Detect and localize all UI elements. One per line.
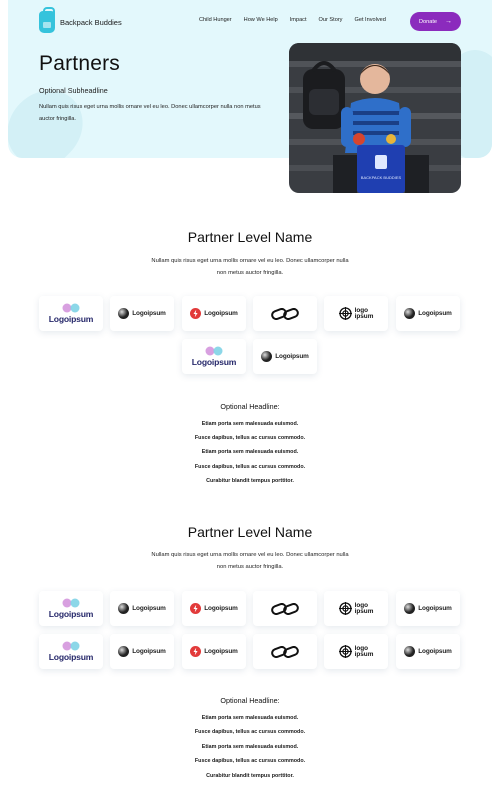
logo-wordmark: Logoipsum: [48, 609, 94, 619]
partner-logo-card[interactable]: [253, 591, 317, 626]
partner-logo-card[interactable]: [253, 339, 317, 374]
arrow-right-icon: →: [445, 18, 453, 25]
nav-our-story[interactable]: Our Story: [318, 17, 343, 23]
hero-photo: [289, 43, 461, 193]
logo-wordmark: Logoipsum: [132, 648, 166, 655]
logo-wordmark: Logoipsum: [132, 310, 166, 317]
chain-link-logo-icon: [271, 603, 299, 615]
logo-wordmark: Logoipsum: [418, 648, 452, 655]
partner-logo-card[interactable]: [182, 296, 246, 331]
benefit-line: Curabitur blandit tempus porttitor.: [206, 773, 294, 779]
logo-wordmark: Logoipsum: [204, 648, 238, 655]
partner-logo-card[interactable]: [324, 634, 388, 669]
logo-wordmark-bottom: ipsum: [354, 650, 374, 658]
partner-level-title: Partner Level Name: [187, 524, 313, 540]
brand-name: Backpack Buddies: [60, 17, 122, 27]
logoipsum-circles-icon: [60, 641, 82, 651]
partner-logo-card[interactable]: [253, 634, 317, 669]
partner-logo-card[interactable]: [182, 339, 246, 374]
logo-wordmark-top: logo: [354, 644, 369, 652]
benefit-line: Etiam porta sem malesuada euismod.: [201, 744, 299, 750]
sphere-logo-icon: [404, 646, 415, 657]
sphere-logo-icon: [404, 308, 415, 319]
partner-level-description: Nullam quis risus eget urna mollis ornare vel eu leo. Donec ullamcorper nulla non metus auctor fringilla.: [151, 552, 349, 570]
sphere-logo-icon: [118, 646, 129, 657]
lightning-logo-icon: [190, 646, 201, 657]
logo-wordmark: Logoipsum: [48, 652, 94, 662]
nav-child-hunger[interactable]: Child Hunger: [199, 17, 232, 23]
page-intro: Nullam quis risus eget urna mollis ornare vel eu leo. Donec ullamcorper nulla non metus auctor fringilla.: [39, 104, 261, 122]
benefit-line: Fusce dapibus, tellus ac cursus commodo.: [194, 435, 306, 441]
nav-get-involved[interactable]: Get Involved: [354, 17, 386, 23]
benefit-line: Etiam porta sem malesuada euismod.: [201, 421, 299, 427]
student-with-backpack-photo: [289, 43, 461, 193]
partner-logo-card[interactable]: [396, 591, 460, 626]
partner-logo-card[interactable]: [39, 296, 103, 331]
logo-wordmark: Logoipsum: [418, 605, 452, 612]
benefit-line: Etiam porta sem malesuada euismod.: [201, 449, 299, 455]
partner-logo-card[interactable]: [39, 591, 103, 626]
sphere-logo-icon: [118, 603, 129, 614]
logo-wordmark-top: logo: [354, 601, 369, 609]
logoipsum-circles-icon: [60, 598, 82, 608]
main-nav: [199, 17, 386, 23]
partner-logo-card[interactable]: [253, 296, 317, 331]
backpack-icon: [39, 11, 55, 33]
logoipsum-circles-icon: [203, 346, 225, 356]
nav-impact[interactable]: Impact: [289, 17, 307, 23]
target-logo-icon: [339, 645, 352, 658]
partner-level-title: Partner Level Name: [187, 229, 313, 245]
logo-wordmark-bottom: ipsum: [354, 607, 374, 615]
logo-wordmark: Logoipsum: [48, 314, 94, 324]
logo-wordmark-bottom: ipsum: [354, 312, 374, 320]
logoipsum-circles-icon: [60, 303, 82, 313]
target-logo-icon: [339, 307, 352, 320]
partner-logo-card[interactable]: [396, 634, 460, 669]
lightning-logo-icon: [190, 308, 201, 319]
sphere-logo-icon: [261, 351, 272, 362]
bag-text: BACKPACK BUDDIES: [360, 175, 402, 180]
benefit-line: Curabitur blandit tempus porttitor.: [206, 478, 294, 484]
logo-wordmark: Logoipsum: [204, 605, 238, 612]
sphere-logo-icon: [118, 308, 129, 319]
partner-logo-card[interactable]: [324, 591, 388, 626]
donate-button[interactable]: [410, 12, 461, 31]
logo-wordmark-top: logo: [354, 306, 369, 314]
logo-wordmark: Logoipsum: [204, 310, 238, 317]
sphere-logo-icon: [404, 603, 415, 614]
logo-wordmark: Logoipsum: [275, 353, 309, 360]
partner-logo-card[interactable]: [182, 591, 246, 626]
nav-how-we-help[interactable]: How We Help: [243, 17, 278, 23]
partner-logo-card[interactable]: [396, 296, 460, 331]
optional-headline: Optional Headline:: [220, 696, 280, 705]
lightning-logo-icon: [190, 603, 201, 614]
page-subheadline: Optional Subheadline: [39, 86, 108, 95]
benefit-line: Etiam porta sem malesuada euismod.: [201, 715, 299, 721]
logo-wordmark: Logoipsum: [418, 310, 452, 317]
partner-logo-card[interactable]: [182, 634, 246, 669]
chain-link-logo-icon: [271, 646, 299, 658]
partner-logo-card[interactable]: [110, 591, 174, 626]
chain-link-logo-icon: [271, 308, 299, 320]
site-logo[interactable]: [39, 11, 122, 33]
benefit-line: Fusce dapibus, tellus ac cursus commodo.: [194, 758, 306, 764]
benefit-line: Fusce dapibus, tellus ac cursus commodo.: [194, 729, 306, 735]
logo-wordmark: Logoipsum: [191, 357, 237, 367]
partner-logo-card[interactable]: [110, 296, 174, 331]
partner-logo-card[interactable]: [39, 634, 103, 669]
partner-logo-card[interactable]: [110, 634, 174, 669]
optional-headline: Optional Headline:: [220, 402, 280, 411]
partner-level-description: Nullam quis risus eget urna mollis ornare vel eu leo. Donec ullamcorper nulla non metus auctor fringilla.: [151, 258, 349, 276]
partner-logo-card[interactable]: [324, 296, 388, 331]
benefit-line: Fusce dapibus, tellus ac cursus commodo.: [194, 464, 306, 470]
target-logo-icon: [339, 602, 352, 615]
donate-label: Donate: [418, 18, 438, 25]
page-title: Partners: [39, 52, 120, 75]
logo-wordmark: Logoipsum: [132, 605, 166, 612]
